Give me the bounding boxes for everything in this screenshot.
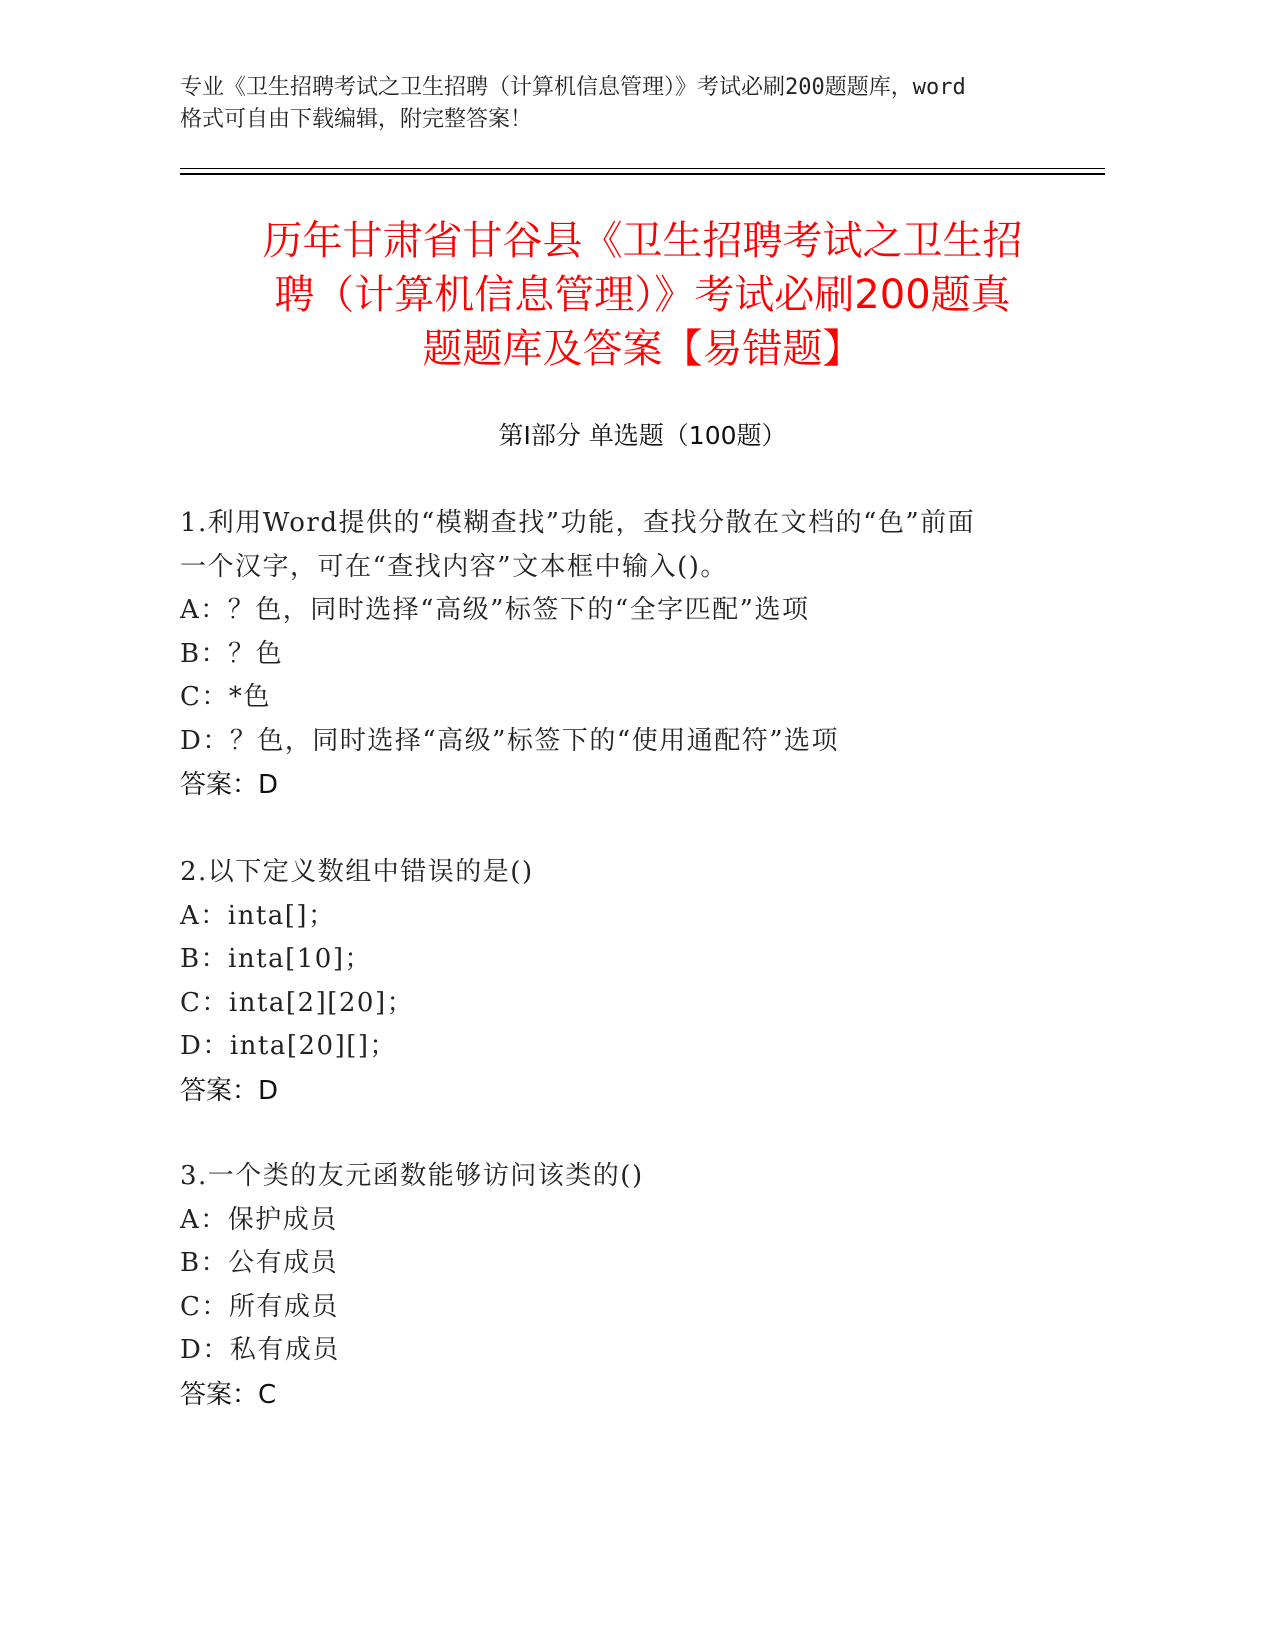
question-item (180, 1155, 1060, 1417)
header-note-line: 格式可自由下载编辑，附完整答案！ (180, 107, 533, 132)
option-d: D：inta[20][]； (180, 1031, 398, 1061)
option-b: B：inta[10]； (180, 944, 372, 974)
question-stem-line: 1.利用Word提供的“模糊查找”功能，查找分散在文档的“色”前面 (180, 508, 976, 538)
section-heading: 第Ⅰ部分 单选题（100题） (498, 421, 787, 450)
title-line: 聘（计算机信息管理）》考试必刷200题真 (274, 272, 1011, 318)
option-a: A：inta[]； (180, 900, 336, 931)
option-b: B：公有成员 (180, 1248, 339, 1278)
option-b: B：？色 (180, 638, 284, 669)
header-rule-thin (180, 168, 1105, 169)
question-stem-line: 3.一个类的友元函数能够访问该类的() (180, 1161, 644, 1191)
question-stem (180, 851, 1060, 895)
header-note (180, 72, 1060, 136)
option-c: C：inta[2][20]； (180, 987, 415, 1018)
option-a: A：保护成员 (180, 1204, 338, 1235)
title-line: 历年甘肃省甘谷县《卫生招聘考试之卫生招 (262, 218, 1023, 264)
option-a: A：？色，同时选择“高级”标签下的“全字匹配”选项 (180, 595, 810, 625)
option-c: C：所有成员 (180, 1291, 339, 1322)
option-c: C：*色 (180, 682, 271, 712)
option-d: D：？色，同时选择“高级”标签下的“使用通配符”选项 (180, 725, 840, 756)
question-stem-line: 2.以下定义数组中错误的是() (180, 857, 534, 887)
question-stem-line: 一个汉字，可在“查找内容”文本框中输入()。 (180, 551, 728, 582)
answer-line: 答案：C (180, 1379, 277, 1410)
question-stem (180, 502, 1060, 589)
title-line: 题题库及答案【易错题】 (422, 326, 863, 372)
header-note-line: 专业《卫生招聘考试之卫生招聘（计算机信息管理）》考试必刷200题题库，word (180, 75, 966, 100)
option-d: D：私有成员 (180, 1335, 340, 1365)
question-item (180, 502, 1060, 807)
question-item (180, 851, 1060, 1113)
question-stem (180, 1155, 1060, 1199)
answer-line: 答案：D (180, 770, 279, 800)
document-title (180, 214, 1105, 376)
header-rule-thick (180, 173, 1105, 175)
answer-line: 答案：D (180, 1075, 279, 1106)
